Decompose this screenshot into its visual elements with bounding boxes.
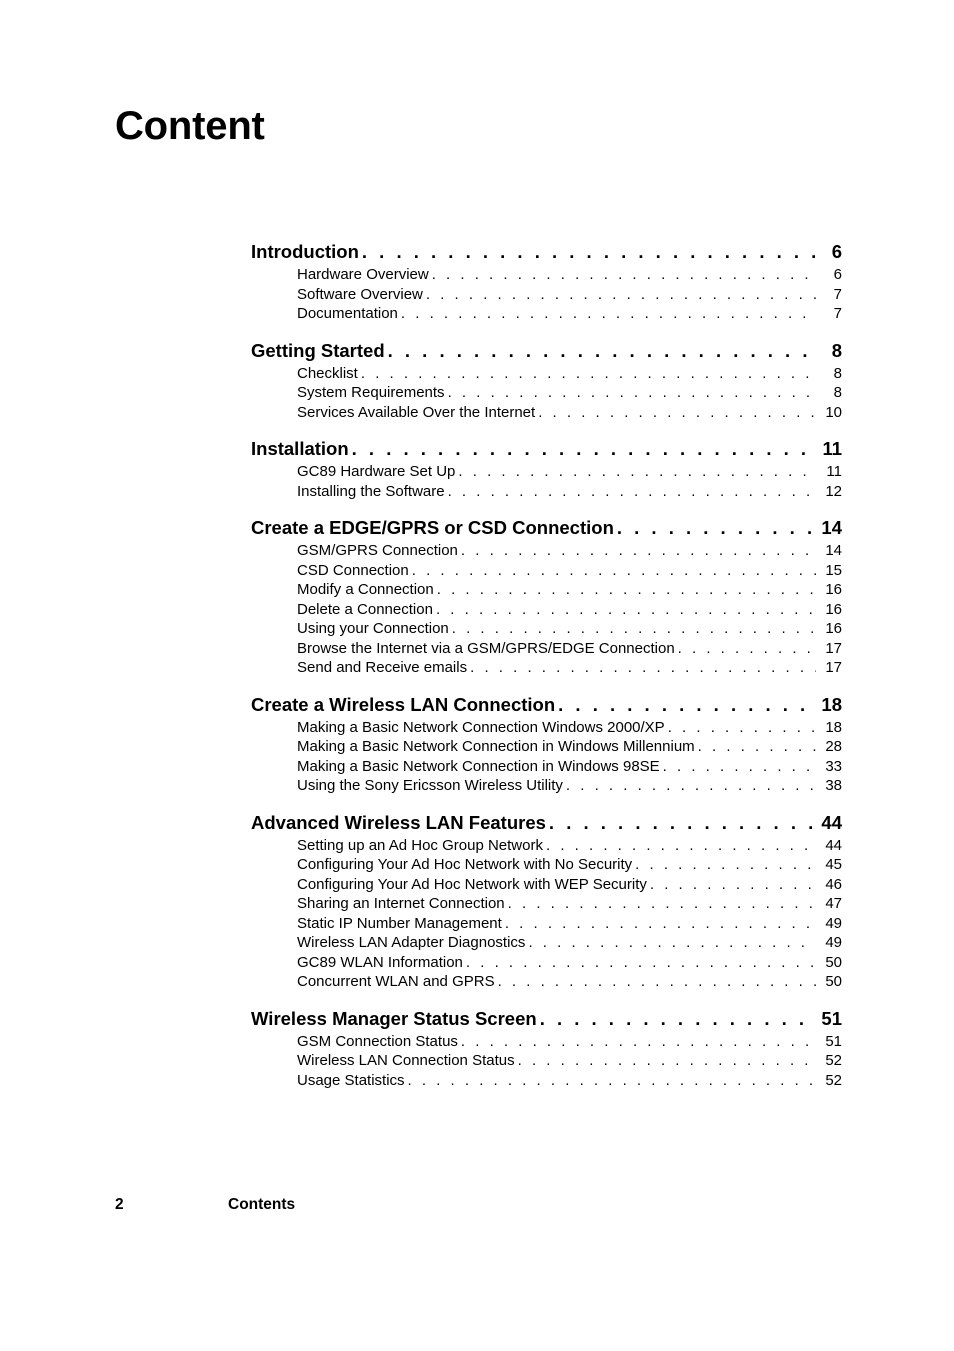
- toc-subsection-entry-title: Making a Basic Network Connection in Windows 98SE: [297, 757, 660, 775]
- toc-chapter-entry[interactable]: [251, 1006, 842, 1032]
- toc-subsection-entry-title: Using your Connection: [297, 620, 449, 637]
- toc-subsection-entry-page-number: 52: [825, 1071, 842, 1089]
- dot-leader: [401, 304, 816, 324]
- toc-subsection-entry[interactable]: [297, 462, 842, 482]
- dot-leader: [452, 619, 816, 639]
- toc-chapter-entry-page-number: 11: [822, 438, 842, 459]
- toc-subsection-entry-title: Sharing an Internet Connection: [297, 895, 505, 912]
- toc-subsection-entry-page-number: 17: [825, 639, 842, 657]
- toc-subsection-entry-title: Wireless LAN Connection Status: [297, 1052, 515, 1069]
- footer-label: Contents: [228, 1196, 296, 1213]
- toc-section: [251, 810, 842, 992]
- toc-section: [251, 1006, 842, 1091]
- toc-chapter-entry-title: Create a EDGE/GPRS or CSD Connection: [251, 517, 614, 538]
- toc-subsection-entry-page-number: 28: [825, 738, 842, 755]
- dot-leader: [508, 894, 816, 914]
- toc-subsection-entry-page-number: 15: [825, 561, 842, 579]
- dot-leader: [549, 810, 816, 836]
- toc-chapter-entry-title: Getting Started: [251, 339, 385, 361]
- toc-subsection-entry[interactable]: [297, 619, 842, 639]
- dot-leader: [678, 639, 816, 659]
- toc-subsection-entry-page-number: 8: [833, 384, 842, 401]
- table-of-contents: [251, 239, 842, 1104]
- toc-subsection-entry[interactable]: [297, 776, 842, 796]
- toc-subsection-entry[interactable]: [297, 757, 842, 777]
- toc-subsection-entry-title: Services Available Over the Internet: [297, 403, 536, 421]
- dot-leader: [470, 658, 816, 678]
- toc-subsection-entry[interactable]: [297, 737, 842, 757]
- toc-subsection-entry-page-number: 16: [825, 600, 842, 618]
- toc-chapter-entry-page-number: 8: [831, 339, 842, 361]
- dot-leader: [461, 541, 816, 561]
- dot-leader: [466, 953, 816, 973]
- toc-subsection-entry-page-number: 17: [825, 659, 842, 676]
- dot-leader: [528, 933, 816, 953]
- toc-subsection-entry-title: Software Overview: [297, 285, 423, 303]
- dot-leader: [361, 364, 816, 384]
- dot-leader: [408, 1071, 816, 1091]
- toc-subsection-entry-page-number: 38: [825, 777, 842, 794]
- toc-subsection-entry[interactable]: [297, 718, 842, 738]
- toc-subsection-entry[interactable]: [297, 933, 842, 953]
- toc-chapter-entry-page-number: 14: [821, 517, 842, 538]
- toc-subsection-entry[interactable]: [297, 875, 842, 895]
- toc-subsection-entry[interactable]: [297, 403, 842, 423]
- toc-subsection-entry[interactable]: [297, 364, 842, 384]
- toc-subsection-entry-title: GC89 WLAN Information: [297, 953, 463, 971]
- toc-subsection-entry-page-number: 10: [825, 403, 842, 421]
- dot-leader: [538, 403, 816, 423]
- toc-subsection-entry-page-number: 49: [825, 934, 842, 951]
- toc-subsection-entry-title: System Requirements: [297, 384, 445, 401]
- toc-subsection-entry[interactable]: [297, 285, 842, 305]
- toc-subsection-entry[interactable]: [297, 972, 842, 992]
- toc-subsection-entry-title: CSD Connection: [297, 561, 409, 579]
- dot-leader: [458, 462, 816, 482]
- toc-chapter-entry-page-number: 51: [821, 1007, 842, 1029]
- dot-leader: [546, 836, 816, 856]
- toc-subsection-entry-page-number: 52: [825, 1052, 842, 1069]
- toc-subsection-entry-page-number: 7: [833, 305, 842, 322]
- toc-chapter-entry-page-number: 44: [821, 811, 842, 833]
- toc-subsection-entry-title: Using the Sony Ericsson Wireless Utility: [297, 777, 563, 794]
- dot-leader: [498, 972, 816, 992]
- toc-subsection-entry-title: Delete a Connection: [297, 600, 433, 618]
- toc-subsection-entry-title: GSM Connection Status: [297, 1032, 458, 1050]
- toc-chapter-entry[interactable]: [251, 338, 842, 364]
- toc-subsection-entry-title: Hardware Overview: [297, 266, 429, 283]
- toc-section: [251, 692, 842, 796]
- toc-subsection-entry-page-number: 51: [825, 1032, 842, 1050]
- toc-subsection-entry-page-number: 14: [825, 542, 842, 559]
- toc-subsection-entry[interactable]: [297, 482, 842, 502]
- toc-chapter-entry-page-number: 18: [821, 693, 842, 715]
- toc-subsection-entry[interactable]: [297, 1051, 842, 1071]
- page-title: Content: [115, 104, 265, 148]
- dot-leader: [663, 757, 816, 777]
- toc-subsection-entry-title: Browse the Internet via a GSM/GPRS/EDGE Connection: [297, 639, 675, 657]
- toc-subsection-entry-page-number: 33: [825, 757, 842, 775]
- toc-subsection-entry-page-number: 49: [825, 914, 842, 932]
- toc-subsection-entry-page-number: 46: [825, 875, 842, 893]
- toc-section: [251, 515, 842, 678]
- toc-section: [251, 239, 842, 324]
- toc-subsection-entry[interactable]: [297, 561, 842, 581]
- footer-page-number: 2: [115, 1196, 124, 1213]
- toc-subsection-entry-page-number: 8: [833, 364, 842, 382]
- dot-leader: [698, 737, 816, 757]
- toc-subsection-entry-page-number: 16: [825, 620, 842, 637]
- toc-subsection-entry[interactable]: [297, 639, 842, 659]
- toc-subsection-entry-page-number: 50: [825, 973, 842, 990]
- toc-subsection-entry-page-number: 6: [833, 266, 842, 283]
- toc-subsection-entry-page-number: 50: [825, 953, 842, 971]
- toc-subsection-entry[interactable]: [297, 1032, 842, 1052]
- toc-subsection-entry-page-number: 18: [825, 718, 842, 736]
- toc-subsection-entry-title: Setting up an Ad Hoc Group Network: [297, 836, 543, 854]
- dot-leader: [505, 914, 816, 934]
- toc-subsection-entry[interactable]: [297, 1071, 842, 1091]
- toc-subsection-entry-title: GSM/GPRS Connection: [297, 542, 458, 559]
- toc-subsection-entry-title: Static IP Number Management: [297, 914, 502, 932]
- toc-subsection-entry[interactable]: [297, 304, 842, 324]
- dot-leader: [461, 1032, 816, 1052]
- toc-subsection-entry-title: Configuring Your Ad Hoc Network with WEP Security: [297, 875, 647, 893]
- toc-subsection-entry-title: Concurrent WLAN and GPRS: [297, 973, 495, 990]
- toc-subsection-entry-page-number: 16: [825, 581, 842, 598]
- toc-subsection-entry-title: Modify a Connection: [297, 581, 434, 598]
- toc-subsection-entry-title: Configuring Your Ad Hoc Network with No Security: [297, 856, 633, 873]
- toc-subsection-entry-page-number: 47: [825, 895, 842, 912]
- toc-subsection-entry-title: Making a Basic Network Connection Windows 2000/XP: [297, 718, 665, 736]
- dot-leader: [518, 1051, 816, 1071]
- toc-section: [251, 338, 842, 423]
- toc-subsection-entry-page-number: 7: [833, 285, 842, 303]
- dot-leader: [650, 875, 816, 895]
- toc-subsection-entry-title: Usage Statistics: [297, 1071, 405, 1089]
- dot-leader: [412, 561, 816, 581]
- toc-subsection-entry-title: Making a Basic Network Connection in Windows Millennium: [297, 738, 695, 755]
- dot-leader: [558, 692, 816, 718]
- dot-leader: [362, 239, 816, 265]
- toc-chapter-entry[interactable]: [251, 692, 842, 718]
- dot-leader: [540, 1006, 816, 1032]
- dot-leader: [352, 436, 816, 462]
- dot-leader: [432, 265, 816, 285]
- dot-leader: [617, 515, 816, 541]
- toc-subsection-entry[interactable]: [297, 600, 842, 620]
- dot-leader: [448, 383, 816, 403]
- toc-subsection-entry-title: Checklist: [297, 364, 358, 382]
- toc-chapter-entry[interactable]: [251, 239, 842, 265]
- toc-chapter-entry[interactable]: [251, 515, 842, 541]
- toc-subsection-entry-title: Send and Receive emails: [297, 659, 468, 676]
- dot-leader: [668, 718, 816, 738]
- toc-chapter-entry-title: Advanced Wireless LAN Features: [251, 811, 546, 833]
- toc-subsection-entry[interactable]: [297, 580, 842, 600]
- toc-subsection-entry-page-number: 11: [826, 463, 842, 480]
- dot-leader: [426, 285, 816, 305]
- toc-subsection-entry[interactable]: [297, 894, 842, 914]
- toc-subsection-entry[interactable]: [297, 914, 842, 934]
- dot-leader: [635, 855, 816, 875]
- toc-chapter-entry[interactable]: [251, 810, 842, 836]
- toc-subsection-entry-title: Installing the Software: [297, 482, 445, 500]
- toc-chapter-entry[interactable]: [251, 436, 842, 462]
- toc-subsection-entry[interactable]: [297, 836, 842, 856]
- toc-subsection-entry[interactable]: [297, 541, 842, 561]
- toc-subsection-entry[interactable]: [297, 855, 842, 875]
- toc-subsection-entry-page-number: 45: [825, 856, 842, 873]
- dot-leader: [566, 776, 816, 796]
- dot-leader: [448, 482, 816, 502]
- toc-chapter-entry-title: Introduction: [251, 241, 359, 262]
- toc-subsection-entry[interactable]: [297, 383, 842, 403]
- toc-subsection-entry-page-number: 44: [825, 836, 842, 854]
- toc-subsection-entry-title: GC89 Hardware Set Up: [297, 463, 456, 480]
- toc-chapter-entry-page-number: 6: [831, 241, 842, 262]
- toc-section: [251, 436, 842, 501]
- dot-leader: [388, 338, 816, 364]
- toc-subsection-entry[interactable]: [297, 658, 842, 678]
- dot-leader: [436, 600, 816, 620]
- toc-subsection-entry-page-number: 12: [825, 482, 842, 500]
- dot-leader: [437, 580, 816, 600]
- toc-subsection-entry[interactable]: [297, 953, 842, 973]
- toc-subsection-entry-title: Wireless LAN Adapter Diagnostics: [297, 934, 526, 951]
- toc-chapter-entry-title: Installation: [251, 438, 349, 459]
- toc-chapter-entry-title: Wireless Manager Status Screen: [251, 1007, 537, 1029]
- toc-subsection-entry-title: Documentation: [297, 305, 398, 322]
- toc-subsection-entry[interactable]: [297, 265, 842, 285]
- toc-chapter-entry-title: Create a Wireless LAN Connection: [251, 693, 556, 715]
